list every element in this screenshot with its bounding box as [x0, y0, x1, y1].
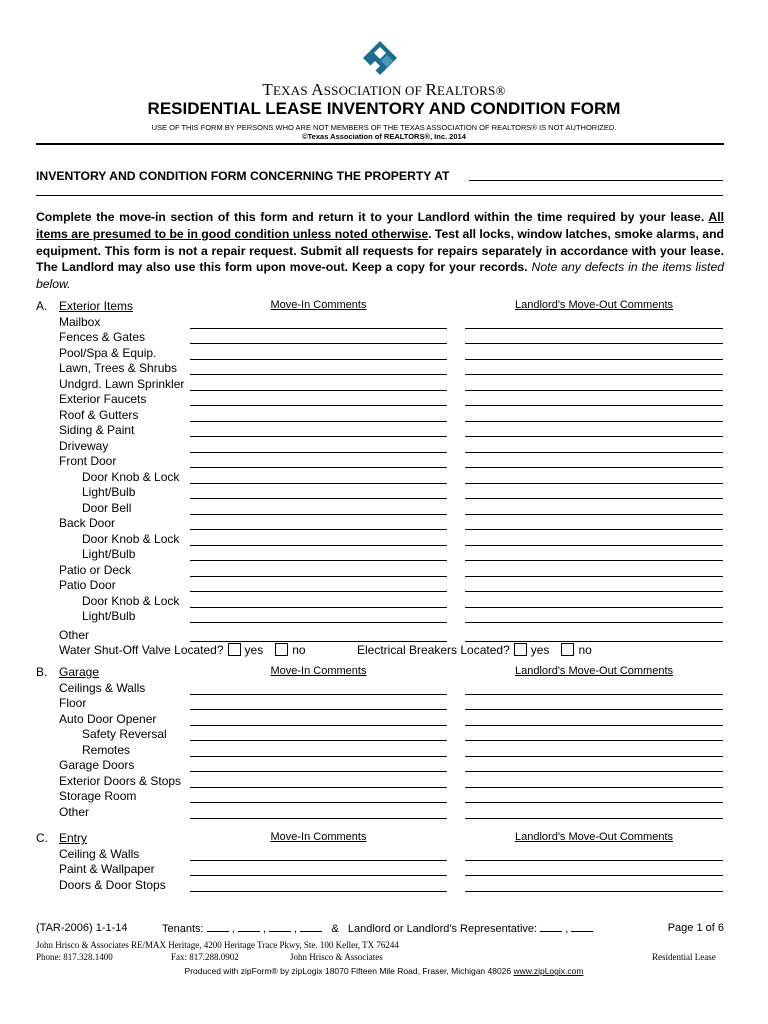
- item-label: Auto Door Opener: [59, 711, 157, 726]
- move-out-column-header: Landlord's Move-Out Comments: [515, 831, 673, 843]
- item-label: Door Knob & Lock: [82, 531, 180, 546]
- move-in-comment-line[interactable]: [190, 560, 447, 561]
- property-address-field[interactable]: [469, 180, 723, 181]
- move-out-comment-line[interactable]: [465, 452, 723, 453]
- move-out-comment-line[interactable]: [465, 328, 723, 329]
- move-out-comment-line[interactable]: [465, 818, 723, 819]
- property-label: INVENTORY AND CONDITION FORM CONCERNING THE PROPERTY AT: [36, 169, 450, 183]
- usage-notice: USE OF THIS FORM BY PERSONS WHO ARE NOT MEMBERS OF THE TEXAS ASSOCIATION OF REALTORS® IS NOT AUTHORIZED.: [151, 123, 617, 132]
- move-out-comment-line[interactable]: [465, 514, 723, 515]
- header-divider: [36, 143, 724, 145]
- move-in-comment-line[interactable]: [190, 483, 447, 484]
- move-out-comment-line[interactable]: [465, 756, 723, 757]
- item-label: Front Door: [59, 454, 117, 468]
- document-name: Residential Lease: [652, 952, 716, 962]
- move-out-comment-line[interactable]: [465, 725, 723, 726]
- section-letter: C.: [36, 831, 48, 845]
- move-out-column-header: Landlord's Move-Out Comments: [515, 665, 673, 677]
- move-out-comment-line[interactable]: [465, 802, 723, 803]
- move-in-comment-line[interactable]: [190, 875, 447, 876]
- item-label: Ceilings & Walls: [59, 680, 146, 695]
- item-label: Other: [59, 627, 90, 642]
- move-in-column-header: Move-In Comments: [270, 831, 367, 843]
- item-label: Storage Room: [59, 789, 137, 803]
- move-in-comment-line[interactable]: [190, 607, 447, 608]
- move-in-comment-line[interactable]: [190, 359, 447, 360]
- move-out-comment-line[interactable]: [465, 694, 723, 695]
- move-in-column-header: Move-In Comments: [270, 299, 367, 311]
- item-label: Driveway: [59, 438, 109, 453]
- item-label: Garage Doors: [59, 758, 135, 772]
- water-no-checkbox[interactable]: [275, 643, 288, 656]
- item-label: Back Door: [59, 516, 116, 530]
- move-out-comment-line[interactable]: [465, 343, 723, 344]
- item-label: Door Knob & Lock: [82, 469, 180, 484]
- move-in-comment-line[interactable]: [190, 740, 447, 741]
- move-out-comment-line[interactable]: [465, 374, 723, 375]
- move-in-comment-line[interactable]: [190, 694, 447, 695]
- tenant-initials-2[interactable]: [238, 922, 260, 932]
- move-in-comment-line[interactable]: [190, 545, 447, 546]
- tenant-initials-3[interactable]: [269, 922, 291, 932]
- move-in-comment-line[interactable]: [190, 498, 447, 499]
- move-out-comment-line[interactable]: [465, 436, 723, 437]
- form-title: RESIDENTIAL LEASE INVENTORY AND CONDITION FORM: [147, 99, 621, 118]
- item-label: Roof & Gutters: [59, 407, 139, 422]
- move-in-comment-line[interactable]: [190, 802, 447, 803]
- move-out-comment-line[interactable]: [465, 576, 723, 577]
- move-in-comment-line[interactable]: [190, 390, 447, 391]
- move-in-comment-line[interactable]: [190, 374, 447, 375]
- move-in-comment-line[interactable]: [190, 891, 447, 892]
- move-in-comment-line[interactable]: [190, 641, 447, 642]
- move-out-comment-line[interactable]: [465, 607, 723, 608]
- move-in-comment-line[interactable]: [190, 725, 447, 726]
- move-in-comment-line[interactable]: [190, 756, 447, 757]
- tar-logo-icon: [362, 40, 398, 76]
- organization-name: TEXAS ASSOCIATION OF REALTORS®: [262, 80, 506, 99]
- water-yes-checkbox[interactable]: [228, 643, 241, 656]
- item-label: Door Bell: [82, 500, 132, 515]
- item-label: Safety Reversal: [82, 727, 167, 741]
- move-in-comment-line[interactable]: [190, 576, 447, 577]
- move-out-comment-line[interactable]: [465, 359, 723, 360]
- move-out-comment-line[interactable]: [465, 891, 723, 892]
- move-out-comment-line[interactable]: [465, 787, 723, 788]
- item-label: Mailbox: [59, 314, 101, 329]
- initials-row: Tenants: , , , & Landlord or Landlord's Representative: ,: [162, 922, 593, 935]
- item-label: Ceiling & Walls: [59, 846, 140, 861]
- move-in-comment-line[interactable]: [190, 514, 447, 515]
- move-in-comment-line[interactable]: [190, 622, 447, 623]
- broker-phone: Phone: 817.328.1400: [36, 952, 113, 962]
- move-out-comment-line[interactable]: [465, 421, 723, 422]
- item-label: Light/Bulb: [82, 609, 136, 623]
- move-out-comment-line[interactable]: [465, 622, 723, 623]
- move-in-comment-line[interactable]: [190, 529, 447, 530]
- move-out-comment-line[interactable]: [465, 390, 723, 391]
- move-in-comment-line[interactable]: [190, 328, 447, 329]
- section-letter: B.: [36, 665, 48, 679]
- item-label: Patio Door: [59, 578, 116, 592]
- move-out-comment-line[interactable]: [465, 641, 723, 642]
- landlord-initials-2[interactable]: [571, 922, 593, 932]
- section-letter: A.: [36, 299, 48, 313]
- move-in-column-header: Move-In Comments: [270, 665, 367, 677]
- item-label: Door Knob & Lock: [82, 593, 180, 608]
- move-in-comment-line[interactable]: [190, 405, 447, 406]
- ziplogix-link[interactable]: www.zipLogix.com: [513, 966, 584, 976]
- move-out-comment-line[interactable]: [465, 875, 723, 876]
- move-in-comment-line[interactable]: [190, 421, 447, 422]
- move-out-comment-line[interactable]: [465, 545, 723, 546]
- move-out-column-header: Landlord's Move-Out Comments: [515, 299, 673, 311]
- water-shutoff-question: Water Shut-Off Valve Located? yes no: [59, 643, 306, 657]
- move-in-comment-line[interactable]: [190, 818, 447, 819]
- move-out-comment-line[interactable]: [465, 591, 723, 592]
- move-in-comment-line[interactable]: [190, 787, 447, 788]
- move-in-comment-line[interactable]: [190, 467, 447, 468]
- copyright-notice: ©Texas Association of REALTORS®, Inc. 2014: [302, 132, 466, 141]
- item-label: Exterior Doors & Stops: [59, 773, 182, 788]
- item-label: Paint & Wallpaper: [59, 862, 155, 876]
- move-out-comment-line[interactable]: [465, 529, 723, 530]
- item-label: Doors & Door Stops: [59, 877, 166, 892]
- section-title: Garage: [59, 665, 100, 679]
- section-title: Entry: [59, 831, 88, 845]
- broker-fax: Fax: 817.288.0902: [171, 952, 239, 962]
- item-label: Light/Bulb: [82, 485, 136, 499]
- item-label: Patio or Deck: [59, 562, 132, 577]
- item-label: Lawn, Trees & Shrubs: [59, 361, 178, 375]
- tenant-initials-1[interactable]: [207, 922, 229, 932]
- item-label: Siding & Paint: [59, 423, 135, 437]
- page-number: Page 1 of 6: [667, 922, 724, 934]
- move-in-comment-line[interactable]: [190, 771, 447, 772]
- electrical-no-checkbox[interactable]: [561, 643, 574, 656]
- agent-name: John Hrisco & Associates: [290, 952, 383, 962]
- move-in-comment-line[interactable]: [190, 436, 447, 437]
- property-address-field-2[interactable]: [36, 195, 723, 196]
- landlord-initials-1[interactable]: [540, 922, 562, 932]
- move-in-comment-line[interactable]: [190, 709, 447, 710]
- item-label: Undgrd. Lawn Sprinkler: [59, 376, 185, 391]
- item-label: Floor: [59, 696, 87, 710]
- move-out-comment-line[interactable]: [465, 405, 723, 406]
- broker-info: John Hrisco & Associates RE/MAX Heritage, 4200 Heritage Trace Pkwy, Ste. 100 Keller, TX 76244: [36, 940, 399, 950]
- item-label: Exterior Faucets: [59, 392, 147, 406]
- tenant-initials-4[interactable]: [300, 922, 322, 932]
- move-out-comment-line[interactable]: [465, 483, 723, 484]
- instructions-paragraph: Complete the move-in section of this form and return it to your Landlord within the time required by your lease. All items are presumed to be in good condition unless noted otherwise. Test all locks, window latches, smoke alarms, and equipment. This form is not a repair request. Submit all requests for repairs separately in accordance with your lease. The Landlord may also use this form upon move-out. Keep a copy for your records. Note any defects in the items listed below.: [36, 210, 724, 292]
- section-title: Exterior Items: [59, 299, 134, 313]
- item-label: Other: [59, 804, 90, 819]
- item-label: Remotes: [82, 742, 131, 757]
- move-out-comment-line[interactable]: [465, 860, 723, 861]
- move-out-comment-line[interactable]: [465, 771, 723, 772]
- form-id: (TAR-2006) 1-1-14: [36, 922, 128, 934]
- item-label: Fences & Gates: [59, 330, 146, 344]
- electrical-yes-checkbox[interactable]: [514, 643, 527, 656]
- item-label: Light/Bulb: [82, 547, 136, 561]
- move-out-comment-line[interactable]: [465, 498, 723, 499]
- move-in-comment-line[interactable]: [190, 452, 447, 453]
- item-label: Pool/Spa & Equip.: [59, 345, 157, 360]
- move-in-comment-line[interactable]: [190, 860, 447, 861]
- move-out-comment-line[interactable]: [465, 740, 723, 741]
- produced-with-notice: Produced with zipForm® by zipLogix 18070 Fifteen Mile Road, Fraser, Michigan 48026 www.zipLogix.com: [184, 966, 584, 976]
- move-in-comment-line[interactable]: [190, 591, 447, 592]
- move-out-comment-line[interactable]: [465, 560, 723, 561]
- move-out-comment-line[interactable]: [465, 709, 723, 710]
- electrical-breakers-question: Electrical Breakers Located? yes no: [357, 643, 592, 657]
- move-out-comment-line[interactable]: [465, 467, 723, 468]
- move-in-comment-line[interactable]: [190, 343, 447, 344]
